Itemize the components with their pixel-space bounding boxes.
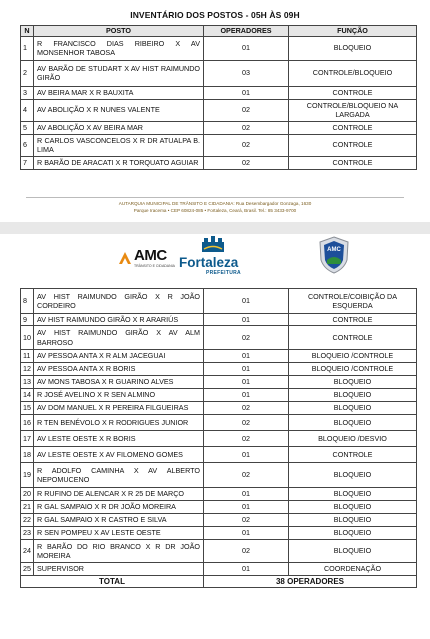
header-posto: POSTO [34, 26, 204, 37]
row-number: 2 [21, 60, 34, 86]
row-number: 4 [21, 99, 34, 121]
row-operadores: 01 [204, 86, 289, 99]
row-posto: R JOSÉ AVELINO X R SEN ALMINO [34, 389, 204, 402]
row-posto: SUPERVISOR [34, 563, 204, 576]
row-posto: AV ABOLIÇÃO X R NUNES VALENTE [34, 99, 204, 121]
row-posto: R RUFINO DE ALENCAR X R 25 DE MARÇO [34, 488, 204, 501]
table-row [21, 415, 417, 431]
row-funcao: BLOQUEIO /CONTROLE [289, 350, 417, 363]
page-title: INVENTÁRIO DOS POSTOS - 05H ÀS 09H [130, 10, 300, 20]
row-operadores: 01 [204, 488, 289, 501]
row-funcao: CONTROLE [289, 326, 417, 350]
row-posto: R FRANCISCO DIAS RIBEIRO X AV MONSENHOR TABOSA [34, 36, 204, 60]
row-number: 8 [21, 289, 34, 314]
table-row [21, 376, 417, 389]
row-funcao: BLOQUEIO [289, 540, 417, 563]
fortaleza-crest-icon [200, 236, 226, 254]
postos-table-2 [20, 288, 417, 588]
row-operadores: 02 [204, 402, 289, 415]
row-funcao: CONTROLE [289, 447, 417, 463]
row-operadores: 01 [204, 447, 289, 463]
header-n: N [21, 26, 34, 37]
table-row [21, 134, 417, 156]
row-number: 14 [21, 389, 34, 402]
amc-logo-text: AMC [134, 247, 167, 264]
row-posto: R GAL SAMPAIO X R DR JOÃO MOREIRA [34, 501, 204, 514]
row-number: 10 [21, 326, 34, 350]
table-row [21, 156, 417, 169]
row-funcao: BLOQUEIO /CONTROLE [289, 363, 417, 376]
row-number: 9 [21, 314, 34, 326]
table-row [21, 99, 417, 121]
row-funcao: CONTROLE [289, 156, 417, 169]
row-posto: R SEN POMPEU X AV LESTE OESTE [34, 527, 204, 540]
row-number: 12 [21, 363, 34, 376]
row-operadores: 01 [204, 289, 289, 314]
prefeitura-label: PREFEITURA [206, 270, 241, 276]
table-row [21, 563, 417, 576]
row-operadores: 02 [204, 540, 289, 563]
total-value: 38 OPERADORES [204, 576, 417, 588]
footer-divider [26, 197, 404, 198]
document-page-1 [0, 0, 430, 232]
table-row [21, 60, 417, 86]
badge-text: AMC [327, 247, 341, 253]
row-funcao: CONTROLE [289, 314, 417, 326]
row-number: 11 [21, 350, 34, 363]
row-operadores: 02 [204, 156, 289, 169]
row-operadores: 01 [204, 527, 289, 540]
row-funcao: BLOQUEIO [289, 389, 417, 402]
row-posto: R BARÃO DE ARACATI X R TORQUATO AGUIAR [34, 156, 204, 169]
row-funcao: BLOQUEIO [289, 376, 417, 389]
row-posto: AV HIST RAIMUNDO GIRÃO X AV ALM BARROSO [34, 326, 204, 350]
row-number: 17 [21, 431, 34, 447]
row-posto: R TEN BENÉVOLO X R RODRIGUES JUNIOR [34, 415, 204, 431]
row-posto: AV ABOLIÇÃO X AV BEIRA MAR [34, 121, 204, 134]
row-number: 1 [21, 36, 34, 60]
postos-table-1 [20, 25, 417, 170]
row-posto: AV PESSOA ANTA X R BORIS [34, 363, 204, 376]
row-number: 24 [21, 540, 34, 563]
row-operadores: 01 [204, 36, 289, 60]
row-operadores: 01 [204, 501, 289, 514]
table-row [21, 389, 417, 402]
row-funcao: CONTROLE [289, 134, 417, 156]
row-operadores: 02 [204, 121, 289, 134]
row-funcao: BLOQUEIO [289, 514, 417, 527]
row-funcao: BLOQUEIO [289, 501, 417, 514]
table-row [21, 463, 417, 488]
row-number: 21 [21, 501, 34, 514]
row-funcao: BLOQUEIO /DESVIO [289, 431, 417, 447]
fortaleza-logo-text: Fortaleza [179, 255, 239, 270]
row-posto: AV HIST RAIMUNDO GIRÃO X R ARARIÚS [34, 314, 204, 326]
row-number: 19 [21, 463, 34, 488]
row-number: 6 [21, 134, 34, 156]
row-funcao: BLOQUEIO [289, 415, 417, 431]
row-operadores: 02 [204, 514, 289, 527]
row-number: 16 [21, 415, 34, 431]
table-row [21, 540, 417, 563]
row-funcao: CONTROLE/COIBIÇÃO DA ESQUERDA [289, 289, 417, 314]
row-funcao: BLOQUEIO [289, 463, 417, 488]
row-number: 23 [21, 527, 34, 540]
amc-shield-icon [318, 236, 350, 274]
row-posto: AV DOM MANUEL X R PEREIRA FILGUEIRAS [34, 402, 204, 415]
letterhead-logos [0, 233, 430, 275]
row-number: 25 [21, 563, 34, 576]
row-posto: R BARÃO DO RIO BRANCO X R DR JOÃO MOREIRA [34, 540, 204, 563]
table-row [21, 36, 417, 60]
header-funcao: FUNÇÃO [289, 26, 417, 37]
row-funcao: CONTROLE/BLOQUEIO NA LARGADA [289, 99, 417, 121]
row-operadores: 01 [204, 314, 289, 326]
row-funcao: BLOQUEIO [289, 36, 417, 60]
table-row [21, 447, 417, 463]
footer-contact: Parque Iracema • CEP 60824-085 • Fortaleza, Ceará, Brasil. Tel.: 85 3433-9700 [133, 208, 297, 213]
row-funcao: BLOQUEIO [289, 527, 417, 540]
row-number: 7 [21, 156, 34, 169]
table-row [21, 402, 417, 415]
table-row [21, 326, 417, 350]
row-funcao: BLOQUEIO [289, 402, 417, 415]
row-operadores: 02 [204, 326, 289, 350]
row-funcao: BLOQUEIO [289, 488, 417, 501]
row-number: 13 [21, 376, 34, 389]
table-row [21, 86, 417, 99]
table-row [21, 350, 417, 363]
row-number: 5 [21, 121, 34, 134]
row-number: 22 [21, 514, 34, 527]
row-operadores: 02 [204, 463, 289, 488]
table-row [21, 121, 417, 134]
row-funcao: CONTROLE [289, 86, 417, 99]
row-number: 15 [21, 402, 34, 415]
row-funcao: CONTROLE/BLOQUEIO [289, 60, 417, 86]
row-number: 20 [21, 488, 34, 501]
row-number: 3 [21, 86, 34, 99]
row-number: 18 [21, 447, 34, 463]
row-operadores: 02 [204, 431, 289, 447]
row-operadores: 03 [204, 60, 289, 86]
total-row [21, 576, 417, 588]
table-row [21, 363, 417, 376]
row-posto: AV MONS TABOSA X R GUARINO ALVES [34, 376, 204, 389]
row-posto: R GAL SAMPAIO X R CASTRO E SILVA [34, 514, 204, 527]
row-operadores: 01 [204, 563, 289, 576]
table-row [21, 488, 417, 501]
row-funcao: CONTROLE [289, 121, 417, 134]
table-row [21, 527, 417, 540]
table-row [21, 514, 417, 527]
amc-chevron-icon [118, 251, 132, 265]
row-operadores: 01 [204, 389, 289, 402]
row-posto: AV LESTE OESTE X R BORIS [34, 431, 204, 447]
row-posto: R CARLOS VASCONCELOS X R DR ATUALPA B. LIMA [34, 134, 204, 156]
total-label: TOTAL [21, 576, 204, 588]
row-operadores: 02 [204, 134, 289, 156]
table-row [21, 314, 417, 326]
header-operadores: OPERADORES [204, 26, 289, 37]
row-operadores: 01 [204, 363, 289, 376]
footer-address: AUTARQUIA MUNICIPAL DE TRÂNSITO E CIDADANIA: Rua Desembargador Gonzaga, 1630 [118, 201, 312, 206]
row-operadores: 01 [204, 350, 289, 363]
row-posto: AV LESTE OESTE X AV FILOMENO GOMES [34, 447, 204, 463]
row-operadores: 01 [204, 376, 289, 389]
row-funcao: COORDENAÇÃO [289, 563, 417, 576]
table-row [21, 431, 417, 447]
page-footer [0, 200, 430, 214]
amc-logo-subtitle: TRÂNSITO E CIDADANIA [134, 264, 175, 268]
row-posto: R ADOLFO CAMINHA X AV ALBERTO NEPOMUCENO [34, 463, 204, 488]
table-header-row [21, 26, 417, 37]
row-operadores: 02 [204, 415, 289, 431]
table-row [21, 289, 417, 314]
row-posto: AV PESSOA ANTA X R ALM JACEGUAI [34, 350, 204, 363]
row-operadores: 02 [204, 99, 289, 121]
table-row [21, 501, 417, 514]
row-posto: AV BEIRA MAR X R BAUXITA [34, 86, 204, 99]
row-posto: AV BARÃO DE STUDART X AV HIST RAIMUNDO GIRÃO [34, 60, 204, 86]
row-posto: AV HIST RAIMUNDO GIRÃO X R JOÃO CORDEIRO [34, 289, 204, 314]
